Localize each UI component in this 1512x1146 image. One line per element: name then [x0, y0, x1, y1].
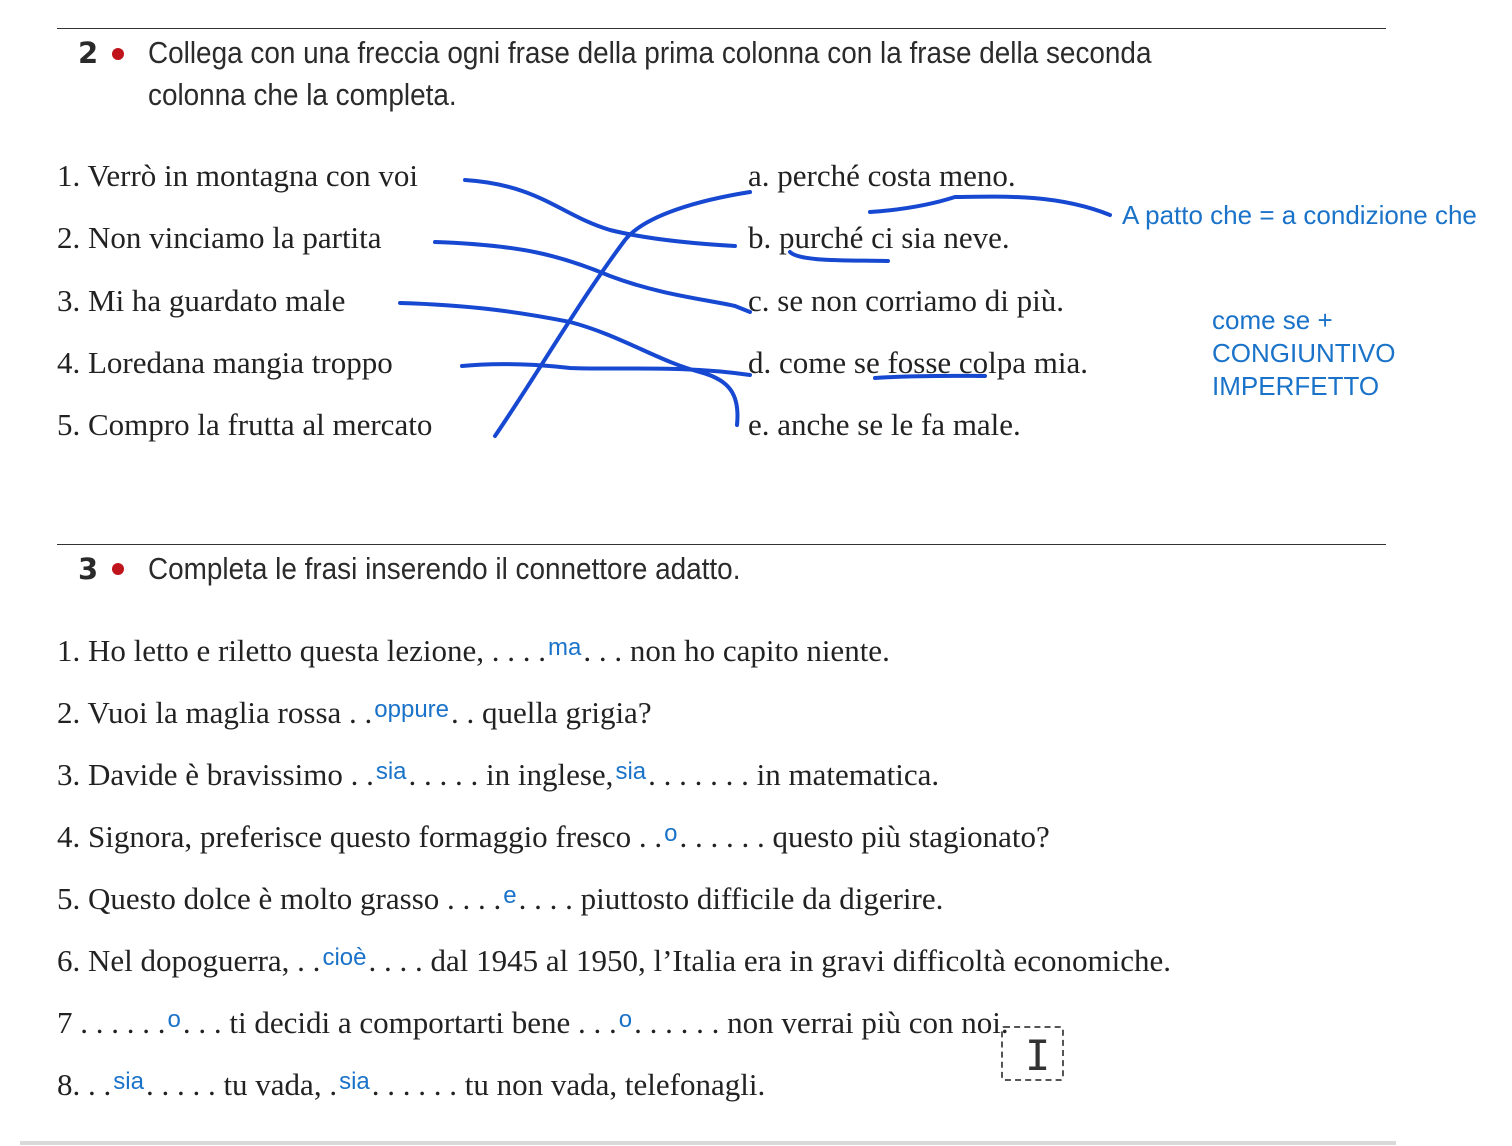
- note-come-se-line-1: come se +: [1212, 305, 1333, 335]
- sentence-7: [57, 1006, 1009, 1043]
- note-come-se-line-2: CONGIUNTIVO: [1212, 338, 1396, 368]
- match-line-3-e: [400, 303, 738, 425]
- sentence-2-part-1: 2. Vuoi la maglia rossa . .: [57, 695, 373, 730]
- exercise-2-number: 2: [78, 36, 99, 70]
- sentence-2-part-2: . . quella grigia?: [451, 695, 652, 730]
- sentence-1: [57, 634, 890, 671]
- sentence-4-answer-1[interactable]: o: [664, 820, 678, 847]
- sentence-8-part-2: . . . . . tu vada, .: [145, 1067, 338, 1102]
- text-cursor-box[interactable]: [1001, 1026, 1064, 1081]
- exercise-3-number: 3: [78, 552, 99, 586]
- sentence-1-part-1: 1. Ho letto e riletto questa lezione, . . . .: [57, 633, 546, 668]
- match-line-2-c: [435, 242, 750, 312]
- section-rule: [57, 544, 1386, 545]
- match-left-5: 5. Compro la frutta al mercato: [57, 407, 433, 442]
- exercise-2-bullet: [112, 48, 124, 60]
- sentence-7-part-1: 7 . . . . . .: [57, 1005, 166, 1040]
- match-left-2: 2. Non vinciamo la partita: [57, 220, 382, 255]
- sentence-2: [57, 696, 652, 733]
- sentence-1-answer-1[interactable]: ma: [547, 634, 582, 661]
- sentence-8: [57, 1068, 765, 1105]
- match-right-a: a. perché costa meno.: [748, 158, 1016, 193]
- match-right-e: e. anche se le fa male.: [748, 407, 1021, 442]
- sentence-5-part-1: 5. Questo dolce è molto grasso . . . .: [57, 881, 502, 916]
- sentence-4-part-1: 4. Signora, preferisce questo formaggio fresco . .: [57, 819, 663, 854]
- sentence-5-part-2: . . . . piuttosto difficile da digerire.: [518, 881, 944, 916]
- sentence-7-part-3: . . . . . . non verrai più con noi.: [634, 1005, 1009, 1040]
- sentence-6-part-2: . . . . dal 1945 al 1950, l’Italia era in gravi difficoltà economiche.: [368, 943, 1172, 978]
- match-right-c: c. se non corriamo di più.: [748, 283, 1064, 318]
- sentence-8-answer-2[interactable]: sia: [339, 1068, 370, 1095]
- text-cursor-icon: I: [1025, 1031, 1051, 1080]
- match-left-3: 3. Mi ha guardato male: [57, 283, 346, 318]
- note-come-se: [1212, 304, 1395, 403]
- bottom-rule: [20, 1141, 1396, 1145]
- match-right-b: b. purché ci sia neve.: [748, 220, 1010, 255]
- match-line-1-b: [465, 180, 735, 246]
- sentence-8-answer-1[interactable]: sia: [113, 1068, 144, 1095]
- sentence-3-part-3: . . . . . . . in matematica.: [648, 757, 940, 792]
- note-patto-che: A patto che = a condizione che: [1122, 200, 1477, 230]
- sentence-2-answer-1[interactable]: oppure: [374, 696, 450, 723]
- sentence-3-part-1: 3. Davide è bravissimo . .: [57, 757, 374, 792]
- exercise-3-instruction: Completa le frasi inserendo il connettore adatto.: [148, 551, 741, 586]
- sentence-3-answer-1[interactable]: sia: [375, 758, 407, 785]
- match-left-4: 4. Loredana mangia troppo: [57, 345, 393, 380]
- sentence-5: [57, 882, 943, 919]
- sentence-5-answer-1[interactable]: e: [503, 882, 517, 909]
- sentence-8-part-3: . . . . . . tu non vada, telefonagli.: [371, 1067, 766, 1102]
- match-right-d: d. come se fosse colpa mia.: [748, 345, 1089, 380]
- sentence-8-part-1: 8. . .: [57, 1067, 112, 1102]
- exercise-3-bullet: [112, 563, 124, 575]
- sentence-7-answer-2[interactable]: o: [618, 1006, 633, 1033]
- match-left-1: 1. Verrò in montagna con voi: [57, 158, 419, 193]
- note-come-se-line-3: IMPERFETTO: [1212, 371, 1380, 401]
- match-line-5-a: [495, 192, 750, 436]
- sentence-6-part-1: 6. Nel dopoguerra, . .: [57, 943, 321, 978]
- match-line-4-d: [462, 364, 750, 375]
- sentence-4-part-2: . . . . . . questo più stagionato?: [679, 819, 1050, 854]
- top-rule: [57, 28, 1386, 29]
- sentence-3: [57, 758, 939, 795]
- arrow-to-patto-note: [870, 197, 1110, 215]
- sentence-7-part-2: . . . ti decidi a comportarti bene . . .: [182, 1005, 617, 1040]
- sentence-7-answer-1[interactable]: o: [167, 1006, 181, 1033]
- sentence-3-answer-2[interactable]: sia: [615, 758, 647, 785]
- sentence-4: [57, 820, 1050, 857]
- sentence-6-answer-1[interactable]: cioè: [322, 944, 367, 971]
- sentence-3-part-2: . . . . . in inglese,: [408, 757, 614, 792]
- sentence-6: [57, 944, 1171, 981]
- exercise-2-instruction: Collega con una freccia ogni frase della prima colonna con la frase della seconda colonna che la completa.: [148, 35, 1152, 112]
- sentence-1-part-2: . . . non ho capito niente.: [583, 633, 890, 668]
